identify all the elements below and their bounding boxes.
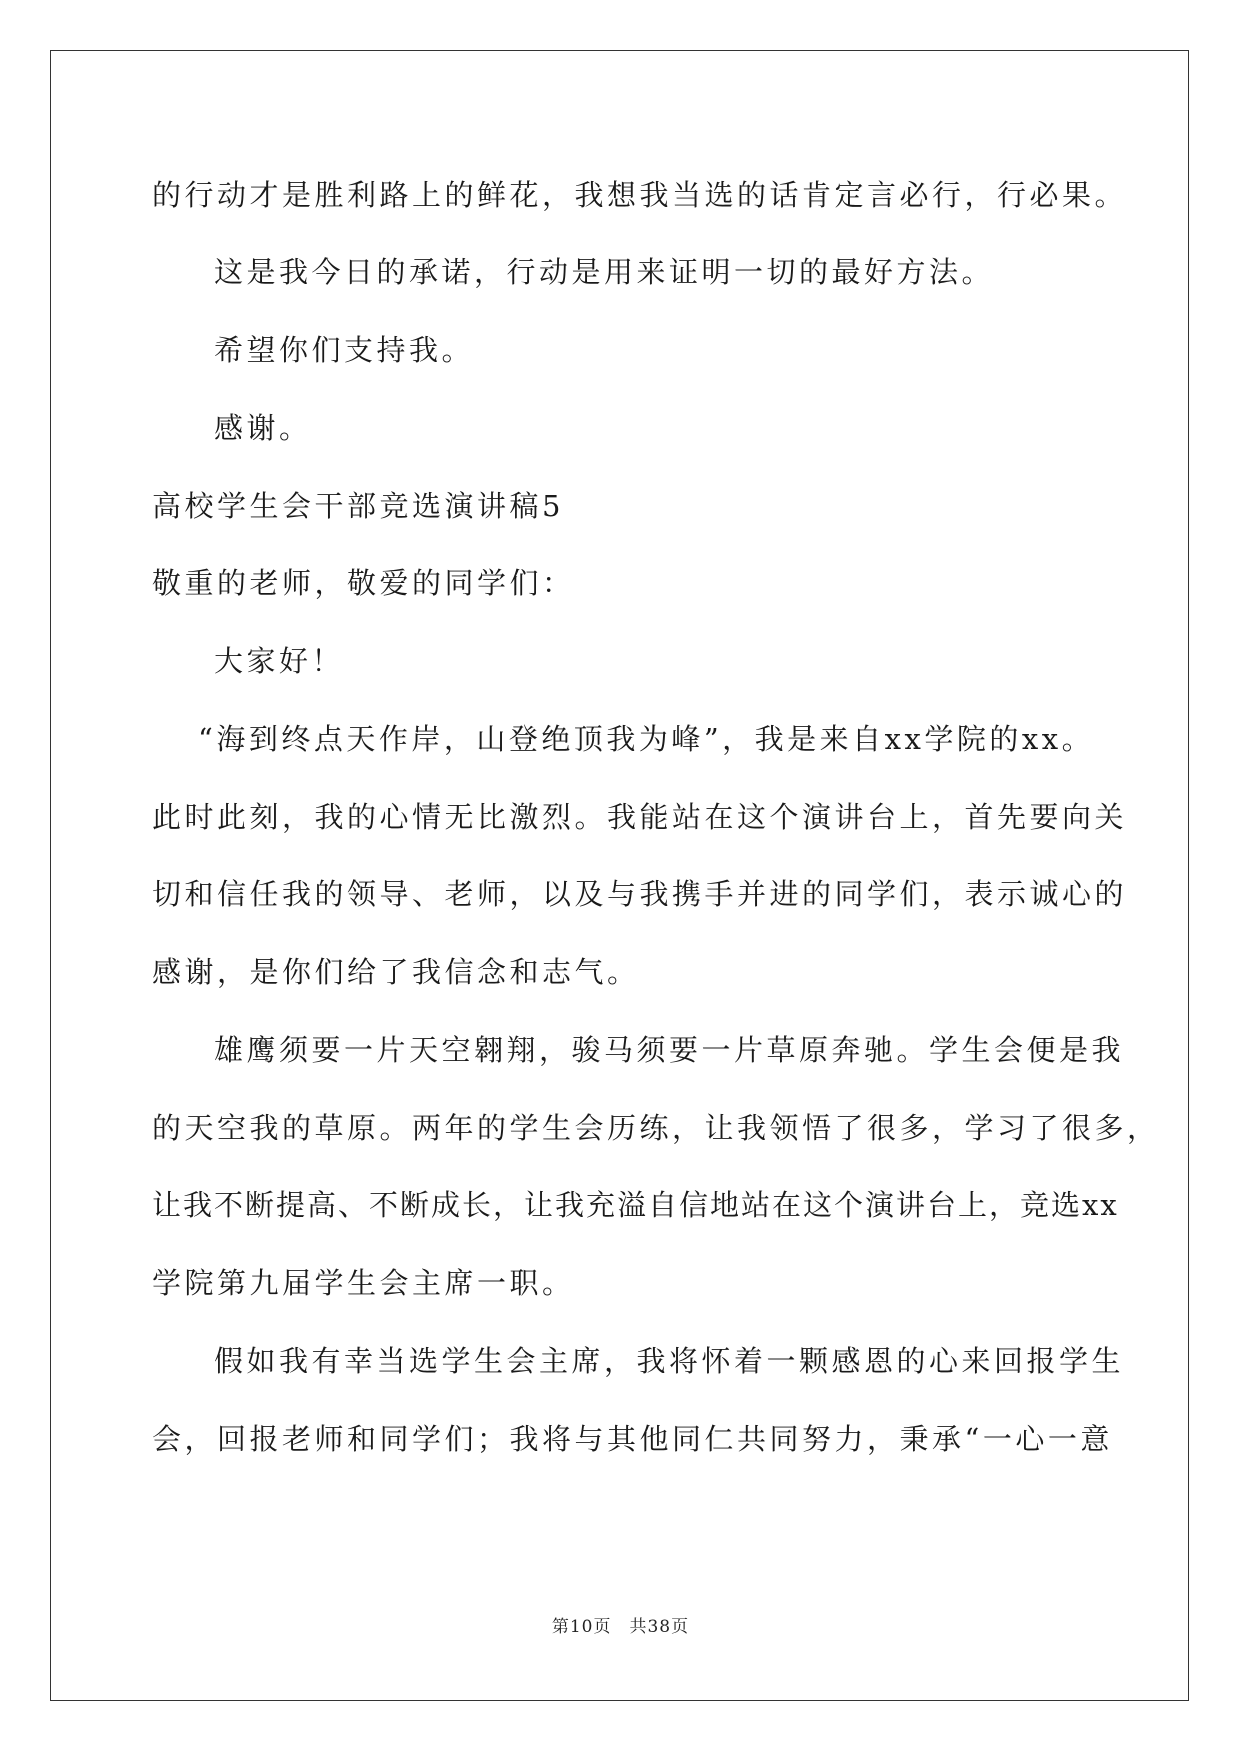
body-line: 这是我今日的承诺，行动是用来证明一切的最好方法。	[214, 255, 995, 289]
body-line: 假如我有幸当选学生会主席，我将怀着一颗感恩的心来回报学生	[214, 1344, 1125, 1378]
body-line: 会，回报老师和同学们；我将与其他同仁共同努力，秉承“一心一意	[152, 1422, 1113, 1456]
body-line: 切和信任我的领导、老师，以及与我携手并进的同学们，表示诚心的	[152, 877, 1128, 911]
greeting: 大家好！	[214, 644, 345, 678]
page-number: 第10页 共38页	[551, 1617, 690, 1637]
body-line: 感谢，是你们给了我信念和志气。	[152, 955, 640, 989]
body-line: 感谢。	[214, 411, 312, 445]
body-line: 让我不断提高、不断成长，让我充溢自信地站在这个演讲台上，竞选xx	[152, 1188, 1119, 1222]
body-line: 此时此刻，我的心情无比激烈。我能站在这个演讲台上，首先要向关	[152, 800, 1128, 834]
body-line: 的行动才是胜利路上的鲜花，我想我当选的话肯定言必行，行必果。	[152, 178, 1128, 212]
section-heading: 高校学生会干部竞选演讲稿5	[152, 489, 564, 523]
body-line: 的天空我的草原。两年的学生会历练，让我领悟了很多，学习了很多，	[152, 1111, 1160, 1145]
body-line: 希望你们支持我。	[214, 333, 475, 367]
body-line: “海到终点天作岸，山登绝顶我为峰”，我是来自xx学院的xx。	[198, 722, 1095, 756]
body-line: 雄鹰须要一片天空翱翔，骏马须要一片草原奔驰。学生会便是我	[214, 1033, 1125, 1067]
salutation: 敬重的老师，敬爱的同学们：	[152, 566, 575, 600]
body-line: 学院第九届学生会主席一职。	[152, 1266, 575, 1300]
